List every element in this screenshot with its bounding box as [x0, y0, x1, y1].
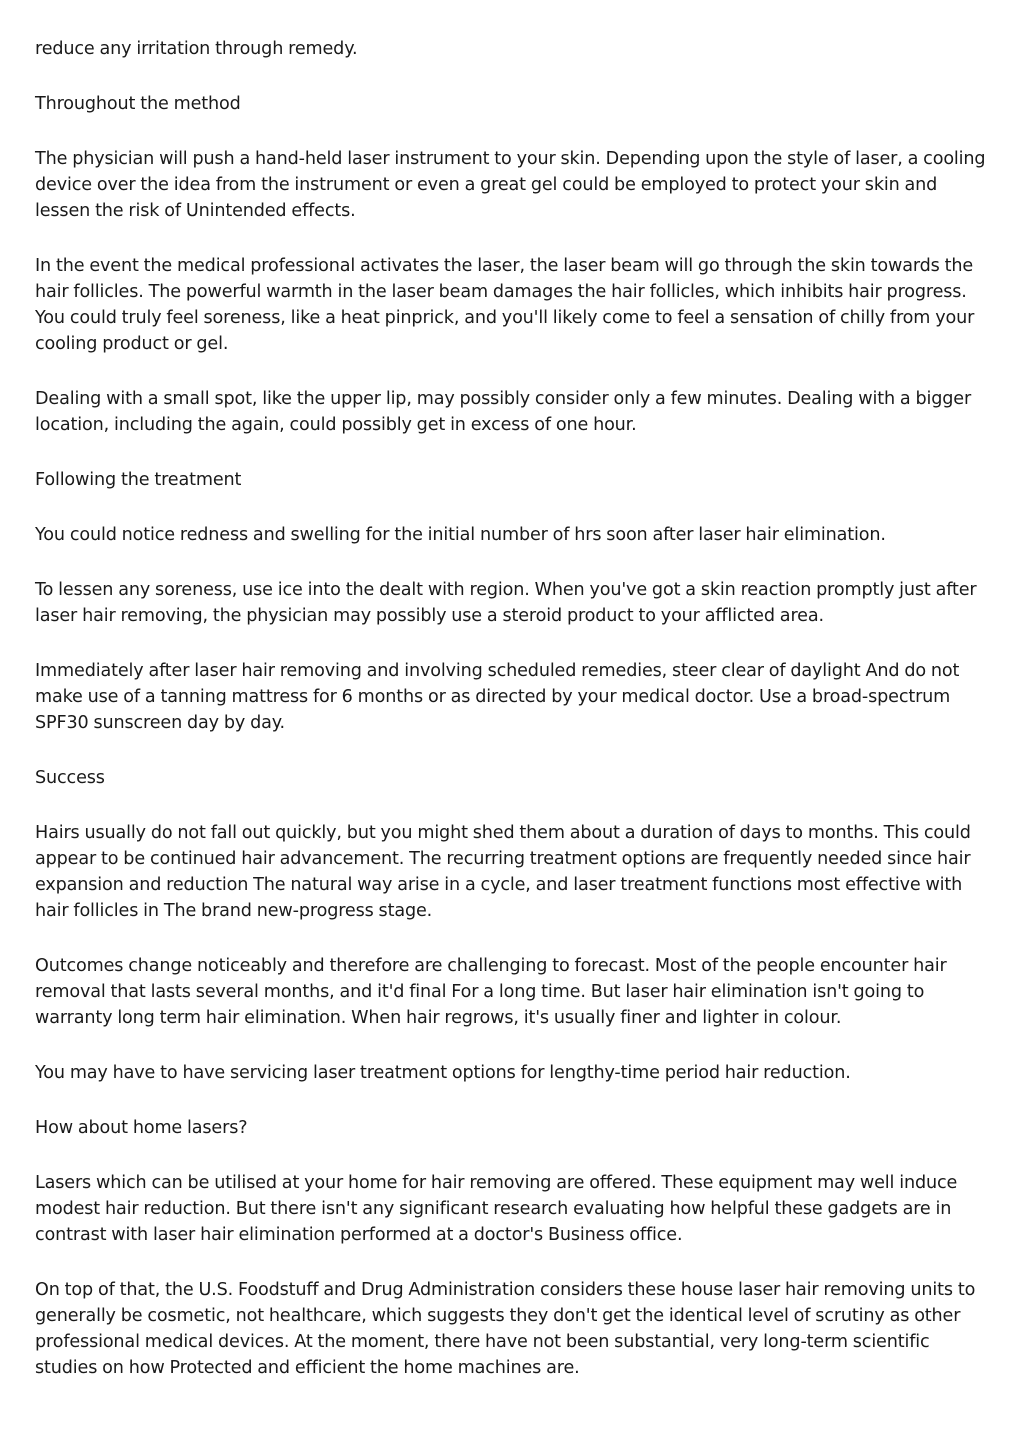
paragraph-soreness: To lessen any soreness, use ice into the dealt with region. When you've got a skin reaction promptly just after laser hair removing, the physician may possibly use a steroid product to your afflicted area. — [35, 580, 977, 626]
paragraph-remedy: reduce any irritation through remedy. — [35, 39, 358, 59]
paragraph-redness: You could notice redness and swelling for the initial number of hrs soon after laser hair elimination. — [35, 525, 886, 545]
document-body — [35, 36, 995, 1410]
paragraph-laser-activation: In the event the medical professional activates the laser, the laser beam will go through the skin towards the hair follicles. The powerful warmth in the laser beam damages the hair follicles, which inhibits hair progress. You could truly feel soreness, like a heat pinprick, and you'll likely come to feel a sensation of chilly from your cooling product or gel. — [35, 256, 975, 354]
paragraph-laser-instrument: The physician will push a hand-held laser instrument to your skin. Depending upon the style of laser, a cooling device over the idea from the instrument or even a great gel could be employed to protect your skin and lessen the risk of Unintended effects. — [35, 149, 986, 221]
paragraph-fda: On top of that, the U.S. Foodstuff and Drug Administration considers these house laser hair removing units to generally be cosmetic, not healthcare, which suggests they don't get the identical level of scrutiny as other professional medical devices. At the moment, there have not been substantial, very long-term scientific studies on how Protected and efficient the home machines are. — [35, 1280, 976, 1378]
paragraph-sun-avoidance: Immediately after laser hair removing and involving scheduled remedies, steer clear of daylight And do not make use of a tanning mattress for 6 months or as directed by your medical doctor. Use a broad-spectrum SPF30 sunscreen day by day. — [35, 661, 960, 733]
heading-following-treatment: Following the treatment — [35, 470, 242, 490]
heading-success: Success — [35, 768, 105, 788]
paragraph-treatment-duration: Dealing with a small spot, like the upper lip, may possibly consider only a few minutes. Dealing with a bigger location, including the again, could possibly get in excess of one hour. — [35, 389, 972, 435]
paragraph-home-lasers: Lasers which can be utilised at your home for hair removing are offered. These equipment may well induce modest hair reduction. But there isn't any significant research evaluating how helpful these gadgets are in contrast with laser hair elimination performed at a doctor's Business office. — [35, 1173, 958, 1245]
heading-home-lasers: How about home lasers? — [35, 1118, 248, 1138]
paragraph-hair-shedding: Hairs usually do not fall out quickly, but you might shed them about a duration of days to months. This could appear to be continued hair advancement. The recurring treatment options are frequently needed since hair expansion and reduction The natural way arise in a cycle, and laser treatment functions most effective with hair follicles in The brand new-progress stage. — [35, 823, 971, 921]
paragraph-maintenance: You may have to have servicing laser treatment options for lengthy-time period hair reduction. — [35, 1063, 851, 1083]
heading-throughout-method: Throughout the method — [35, 94, 241, 114]
paragraph-outcomes: Outcomes change noticeably and therefore are challenging to forecast. Most of the people encounter hair removal that lasts several months, and it'd final For a long time. But laser hair elimination isn't going to warranty long term hair elimination. When hair regrows, it's usually finer and lighter in colour. — [35, 956, 947, 1028]
